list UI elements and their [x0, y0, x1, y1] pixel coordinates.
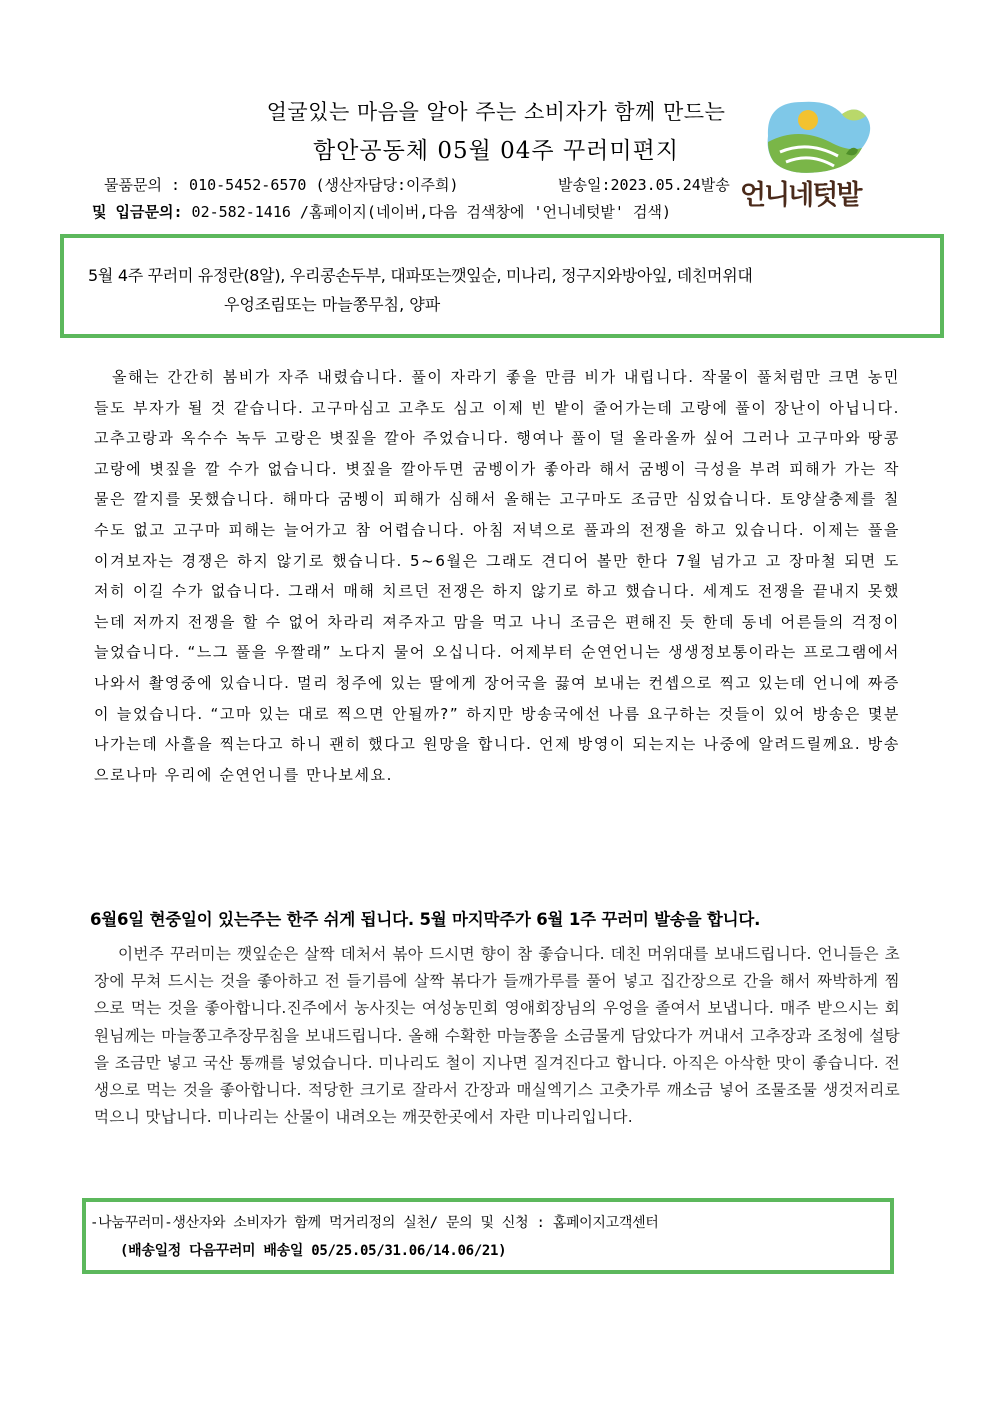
- unnine-tutbat-logo: [738, 96, 888, 212]
- footer-line-1: -나눔꾸러미-생산자와 소비자가 함께 먹거리정의 실천/ 문의 및 신청 : 홈페이지고객센터: [90, 1215, 659, 1231]
- letter-subtitle: 얼굴있는 마음을 알아 주는 소비자가 함께 만드는: [266, 100, 726, 124]
- items-line-2: 우엉조림또는 마늘쫑무침, 양파: [224, 295, 441, 314]
- delivery-schedule: (배송일정 다음꾸러미 배송일 05/25.05/31.06/14.06/21): [120, 1243, 507, 1259]
- package-intro: 이번주 꾸러미는 깻잎순은 살짝 데처서 볶아 드시면 향이 참 좋습니다. 데친 머위대를 보내드립니다. 언니들은 초장에 무쳐 드시는 것을 좋아하고 전 들기름에 살짝 볶다가 들깨가루를 풀어 넣고 집간장으로 간을 해서 짜박하게 찜으로 먹는 것을 좋아합니다.진주에서 농사짓는 여성농민회 영애회장님의 우엉을 졸여서 보냅니다. 매주 받으시는 회원님께는 마늘쫑고추장무침을 보내드립니다. 올해 수확한 마늘쫑을 소금물게 담았다가 꺼내서 고추장과 조청에 설탕을 조금만 넣고 국산 통깨를 넣었습니다. 미나리도 철이 지나면 질겨진다고 합니다. 아직은 아삭한 맛이 좋습니다. 전 생으로 먹는 것을 좋아합니다. 적당한 크기로 잘라서 간장과 매실엑기스 고춧가루 깨소금 넣어 조물조물 생것저리로 먹으니 맛납니다. 미나리는 산물이 내려오는 깨끗한곳에서 자란 미나리입니다.: [94, 945, 900, 1127]
- logo-graphic: [738, 96, 888, 212]
- items-line-1: 5월 4주 꾸러미 유정란(8알), 우리콩손두부, 대파또는깻잎순, 미나리, 정구지와방아잎, 데친머위대: [88, 266, 753, 285]
- product-contact-text: 물품문의 : 010-5452-6570 (생산자담당:이주희): [104, 176, 459, 194]
- schedule-notice: 6월6일 현중일이 있는주는 한주 쉬게 됩니다. 5월 마지막주가 6월 1주 꾸러미 발송을 합니다.: [90, 910, 761, 929]
- items-box: [60, 234, 944, 338]
- logo-wordmark: 언니네텃밭: [740, 180, 861, 211]
- letter-title: 함안공동체 05월 04주 꾸러미편지: [312, 138, 680, 164]
- product-contact: [104, 174, 730, 195]
- footer-box: [82, 1198, 894, 1274]
- payment-contact: [92, 201, 671, 222]
- payment-contact-text: 02-582-1416 /홈페이지(네이버,다음 검색창에 '언니네텃밭' 검색): [191, 203, 671, 221]
- farm-story: 올해는 간간히 봄비가 자주 내렸습니다. 풀이 자라기 좋을 만큼 비가 내립니다. 작물이 풀처럼만 크면 농민들도 부자가 될 것 같습니다. 고구마심고 고추도 심고 이제 빈 밭이 줄어가는데 고랑에 풀이 장난이 아닙니다. 고추고랑과 옥수수 녹두 고랑은 볏짚을 깔아 주었습니다. 행여나 풀이 덜 올라올까 싶어 그러나 고구마와 땅콩고랑에 볏짚을 깔 수가 없습니다. 볏짚을 깔아두면 굼벵이가 좋아라 해서 굼벵이 극성을 부려 피해가 가는 작물은 깔지를 못했습니다. 해마다 굼벵이 피해가 심해서 올해는 고구마도 조금만 심었습니다. 토양살충제를 칠 수도 없고 고구마 피해는 늘어가고 참 어렵습니다. 아침 저녁으로 풀과의 전쟁을 하고 있습니다. 이제는 풀을 이겨보자는 경쟁은 하지 않기로 했습니다. 5~6월은 그래도 견디어 볼만 한다 7월 넘가고 고 장마철 되면 도저히 이길 수가 없습니다. 그래서 매해 치르던 전쟁은 하지 않기로 하고 했습니다. 세계도 전쟁을 끝내지 못했는데 저까지 전쟁을 할 수 없어 차라리 져주자고 맘을 먹고 나니 조금은 편해진 듯 한데 동네 어른들의 걱정이 늘었습니다. “느그 풀을 우짤래” 노다지 물어 오십니다. 어제부터 순연언니는 생생정보통이라는 프로그램에서 나와서 촬영중에 있습니다. 멀리 청주에 있는 딸에게 장어국을 끓여 보내는 컨셉으로 찍고 있는데 언니에 짜증이 늘었습니다. “고마 있는 대로 찍으면 안될까?” 하지만 방송국에선 나름 요구하는 것들이 있어 방송은 몇분 나가는데 사흘을 찍는다고 하니 괜히 했다고 원망을 합니다. 언제 방영이 되는지는 나중에 알려드릴께요. 방송으로나마 우리에 순연언니를 만나보세요.: [94, 368, 900, 784]
- payment-contact-label: 및 입금문의:: [92, 203, 192, 221]
- issue-date: 발송일:2023.05.24발송: [558, 176, 730, 194]
